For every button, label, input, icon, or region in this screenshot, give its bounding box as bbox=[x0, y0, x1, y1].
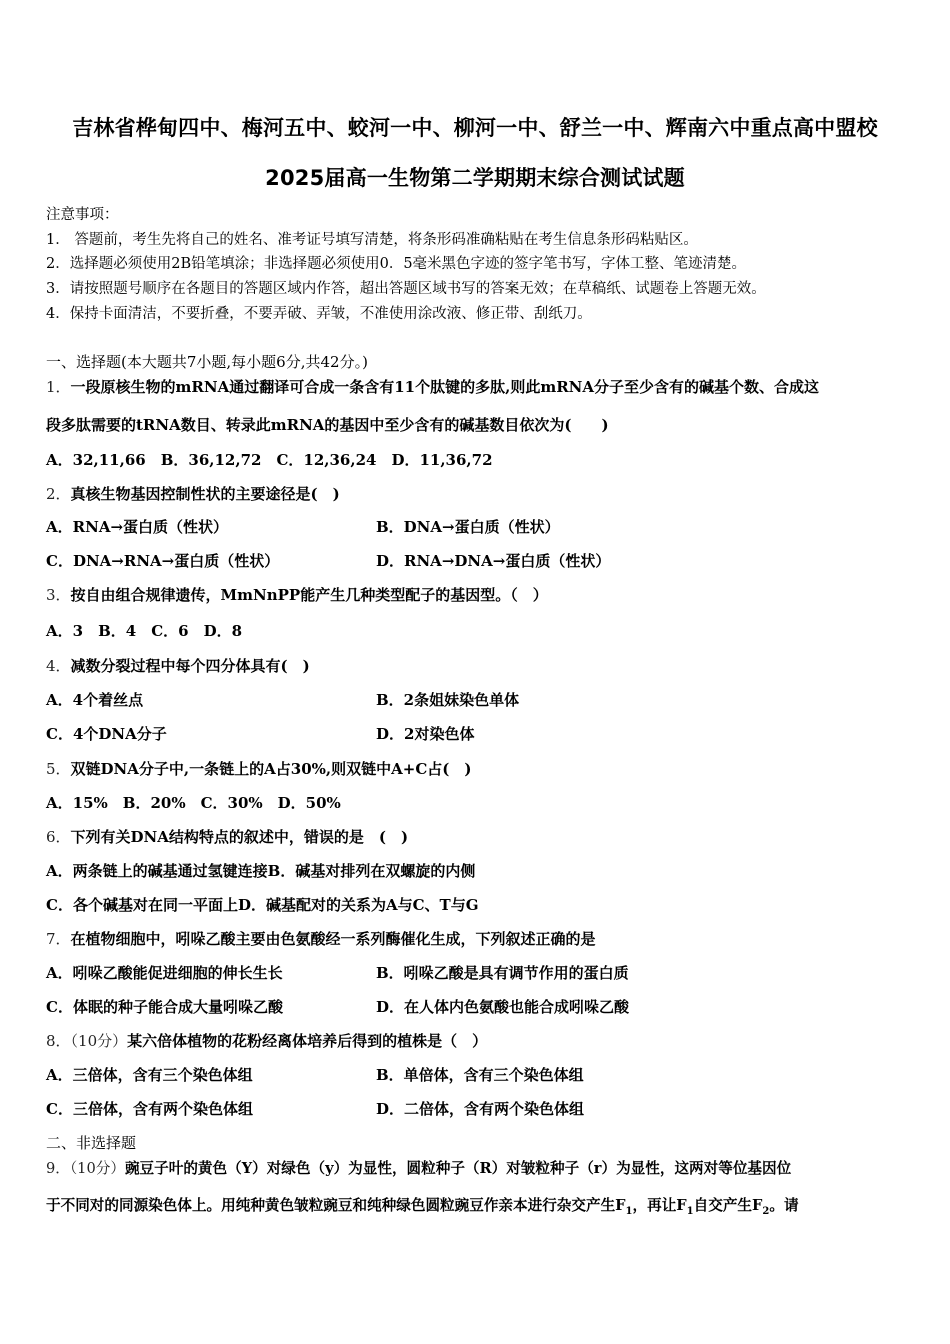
question-2-option-c: C．DNA→RNA→蛋白质（性状） bbox=[46, 552, 280, 570]
question-9-line-1 bbox=[46, 1157, 791, 1178]
question-9-line-2c: 自交产生F bbox=[693, 1197, 763, 1214]
question-8-number: 8． bbox=[46, 1032, 71, 1050]
question-1-line-1 bbox=[46, 376, 819, 397]
notice-item-2: 2．选择题必须使用2B铅笔填涂；非选择题必须使用0．5毫米黑色字迹的签字笔书写，字体工整、笔迹清楚。 bbox=[46, 256, 747, 272]
question-2-number: 2． bbox=[46, 485, 71, 503]
question-8-option-d: D．二倍体，含有两个染色体组 bbox=[376, 1100, 585, 1118]
question-7-option-b: B．吲哚乙酸是具有调节作用的蛋白质 bbox=[376, 964, 629, 982]
question-8-option-a: A．三倍体，含有三个染色体组 bbox=[46, 1066, 253, 1084]
question-2 bbox=[46, 483, 340, 504]
question-6 bbox=[46, 826, 408, 847]
question-9-line-2b: ，再让F bbox=[632, 1197, 687, 1214]
question-3-number: 3． bbox=[46, 586, 71, 604]
question-6-options-cd: C．各个碱基对在同一平面上D．碱基配对的关系为A与C、T与G bbox=[46, 896, 479, 914]
question-7-option-d: D．在人体内色氨酸也能合成吲哚乙酸 bbox=[376, 998, 630, 1016]
f2-subscript: 2 bbox=[762, 1205, 770, 1217]
question-1-line-2: 段多肽需要的tRNA数目、转录此mRNA的基因中至少含有的碱基数目依次为( ) bbox=[46, 416, 609, 434]
question-6-number: 6． bbox=[46, 828, 71, 846]
question-5-text: 双链DNA分子中,一条链上的A占30%,则双链中A+C占( ) bbox=[70, 760, 472, 778]
question-4-option-d: D．2对染色体 bbox=[376, 725, 475, 743]
question-2-text: 真核生物基因控制性状的主要途径是( ) bbox=[70, 485, 340, 503]
title-line-1: 吉林省桦甸四中、梅河五中、蛟河一中、柳河一中、舒兰一中、辉南六中重点高中盟校 bbox=[72, 116, 878, 140]
question-4 bbox=[46, 655, 310, 676]
question-9-score: （10分） bbox=[69, 1160, 125, 1177]
question-4-option-c: C．4个DNA分子 bbox=[46, 725, 167, 743]
question-9-text: 豌豆子叶的黄色（Y）对绿色（y）为显性，圆粒种子（R）对皱粒种子（r）为显性，这两对等位基因位 bbox=[124, 1160, 792, 1177]
question-7-option-a: A．吲哚乙酸能促进细胞的伸长生长 bbox=[46, 964, 283, 982]
question-5-number: 5． bbox=[46, 760, 71, 778]
question-7 bbox=[46, 928, 596, 949]
notice-item-3: 3．请按照题号顺序在各题目的答题区域内作答，超出答题区域书写的答案无效；在草稿纸、试题卷上答题无效。 bbox=[46, 281, 766, 297]
question-8 bbox=[46, 1030, 487, 1051]
question-9-line-2d: 。请 bbox=[769, 1197, 799, 1214]
question-3-options: A．3 B．4 C．6 D．8 bbox=[46, 622, 243, 640]
question-9-line-2 bbox=[46, 1194, 799, 1217]
question-8-score: （10分） bbox=[70, 1032, 128, 1050]
question-4-text: 减数分裂过程中每个四分体具有( ) bbox=[70, 657, 310, 675]
notice-item-4: 4．保持卡面清洁，不要折叠，不要弄破、弄皱，不准使用涂改液、修正带、刮纸刀。 bbox=[46, 306, 592, 322]
question-8-option-c: C．三倍体，含有两个染色体组 bbox=[46, 1100, 253, 1118]
question-4-number: 4． bbox=[46, 657, 71, 675]
question-1-text: 一段原核生物的mRNA通过翻译可合成一条含有11个肽键的多肽,则此mRNA分子至少含有的碱基个数、合成这 bbox=[70, 378, 820, 396]
question-9-number: 9． bbox=[46, 1160, 70, 1177]
question-1-number: 1． bbox=[46, 378, 71, 396]
section-2-heading: 二、非选择题 bbox=[46, 1134, 137, 1152]
f1-subscript-2: 1 bbox=[686, 1205, 694, 1217]
f1-subscript: 1 bbox=[625, 1205, 633, 1217]
section-1-heading: 一、选择题(本大题共7小题,每小题6分,共42分。) bbox=[46, 353, 368, 371]
question-1-options: A．32,11,66 B．36,12,72 C．12,36,24 D．11,36,72 bbox=[46, 451, 493, 469]
question-5-options: A．15% B．20% C．30% D．50% bbox=[46, 794, 341, 812]
question-3-text: 按自由组合规律遗传，MmNnPP能产生几种类型配子的基因型。（ ） bbox=[70, 586, 548, 604]
question-8-text: 某六倍体植物的花粉经离体培养后得到的植株是（ ） bbox=[127, 1032, 488, 1050]
question-4-option-a: A．4个着丝点 bbox=[46, 691, 144, 709]
question-7-text: 在植物细胞中，吲哚乙酸主要由色氨酸经一系列酶催化生成，下列叙述正确的是 bbox=[70, 930, 596, 948]
notice-heading: 注意事项： bbox=[46, 207, 119, 223]
question-6-options-ab: A．两条链上的碱基通过氢键连接B．碱基对排列在双螺旋的内侧 bbox=[46, 862, 476, 880]
question-9-line-2a: 于不同对的同源染色体上。用纯种黄色皱粒豌豆和纯种绿色圆粒豌豆作亲本进行杂交产生F bbox=[46, 1197, 626, 1214]
notice-item-1: 1． 答题前，考生先将自己的姓名、准考证号填写清楚，将条形码准确粘贴在考生信息条形码粘贴区。 bbox=[46, 232, 698, 248]
question-7-option-c: C．体眠的种子能合成大量吲哚乙酸 bbox=[46, 998, 283, 1016]
question-2-option-a: A．RNA→蛋白质（性状） bbox=[46, 518, 229, 536]
question-8-option-b: B．单倍体，含有三个染色体组 bbox=[376, 1066, 584, 1084]
title-line-2: 2025届高一生物第二学期期末综合测试试题 bbox=[265, 166, 685, 190]
question-6-text: 下列有关DNA结构特点的叙述中，错误的是 ( ) bbox=[70, 828, 409, 846]
question-5 bbox=[46, 758, 471, 779]
question-7-number: 7． bbox=[46, 930, 71, 948]
question-2-option-d: D．RNA→DNA→蛋白质（性状） bbox=[376, 552, 611, 570]
question-4-option-b: B．2条姐妹染色单体 bbox=[376, 691, 520, 709]
question-2-option-b: B．DNA→蛋白质（性状） bbox=[376, 518, 560, 536]
question-3 bbox=[46, 584, 548, 605]
